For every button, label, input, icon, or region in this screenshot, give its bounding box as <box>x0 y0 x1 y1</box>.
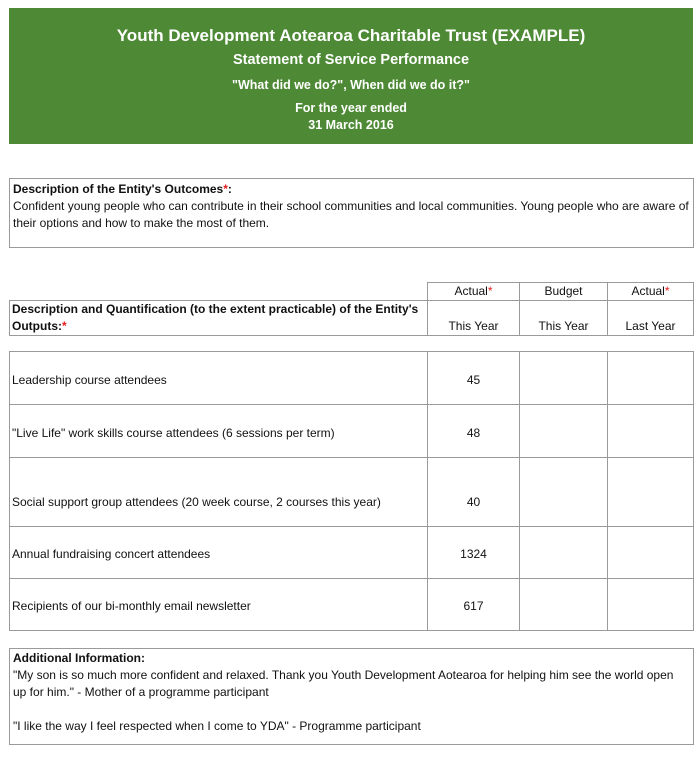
outcomes-required-mark: * <box>223 182 228 196</box>
row-actual-value: 40 <box>427 457 520 527</box>
col-header-actual-last-year-bottom: Last Year <box>607 300 694 336</box>
row-last-year-value <box>607 457 694 527</box>
row-label: Recipients of our bi-monthly email newsletter <box>9 578 428 631</box>
row-last-year-value <box>607 526 694 579</box>
row-budget-value <box>519 526 608 579</box>
row-budget-value <box>519 578 608 631</box>
col-header-actual-this-year-top <box>427 282 520 301</box>
row-budget-value <box>519 404 608 458</box>
col-actual-last-label: Actual <box>631 284 665 298</box>
row-actual-value: 45 <box>427 351 520 405</box>
outcomes-heading <box>13 181 690 198</box>
year-ended-date: 31 March 2016 <box>308 118 394 132</box>
row-label: Leadership course attendees <box>9 351 428 405</box>
row-actual-value: 48 <box>427 404 520 458</box>
col-actual-label: Actual <box>454 284 488 298</box>
year-ended-label: For the year ended <box>295 101 407 115</box>
row-actual-value: 1324 <box>427 526 520 579</box>
row-budget-value <box>519 457 608 527</box>
row-budget-value <box>519 351 608 405</box>
row-last-year-value <box>607 578 694 631</box>
document-question: "What did we do?", When did we do it?" <box>232 78 470 92</box>
outcomes-text: Confident young people who can contribute in their school communities and local communities. Young people who are aware of their options and how to make the most of them. <box>13 199 689 230</box>
document-title: Youth Development Aotearoa Charitable Trust (EXAMPLE) <box>116 26 586 45</box>
header-banner <box>9 8 693 144</box>
row-label: "Live Life" work skills course attendees (6 sessions per term) <box>9 404 428 458</box>
row-last-year-value <box>607 351 694 405</box>
col-budget-label: Budget <box>544 284 583 298</box>
outcomes-box <box>9 178 694 248</box>
row-actual-value: 617 <box>427 578 520 631</box>
outputs-description-header <box>9 300 428 336</box>
col-actual-last-required-mark: * <box>664 284 670 298</box>
outcomes-label: Description of the Entity's Outcomes <box>13 182 224 196</box>
row-last-year-value <box>607 404 694 458</box>
additional-information-box <box>9 648 694 745</box>
row-label: Annual fundraising concert attendees <box>9 526 428 579</box>
outputs-description-line1: Description and Quantification (to the extent practicable) of the Entity's <box>12 302 419 316</box>
testimonial-quote: "My son is so much more confident and relaxed. Thank you Youth Development Aotearoa for helping him see the world open up for him." - Mother of a programme participant <box>13 668 674 699</box>
col-header-actual-last-year-top <box>607 282 694 301</box>
document-subtitle: Statement of Service Performance <box>232 52 470 68</box>
outputs-required-mark: * <box>62 319 67 333</box>
outputs-description-line2: Outputs: <box>12 319 62 333</box>
col-header-budget-bottom: This Year <box>519 300 608 336</box>
row-label: Social support group attendees (20 week course, 2 courses this year) <box>9 457 428 527</box>
col-header-budget-top <box>519 282 608 301</box>
outcomes-colon: : <box>227 182 232 196</box>
additional-information-label: Additional Information: <box>13 651 145 665</box>
col-header-actual-this-year-bottom: This Year <box>427 300 520 336</box>
testimonial-quote: "I like the way I feel respected when I come to YDA" - Programme participant <box>13 719 421 733</box>
col-actual-required-mark: * <box>487 284 493 298</box>
